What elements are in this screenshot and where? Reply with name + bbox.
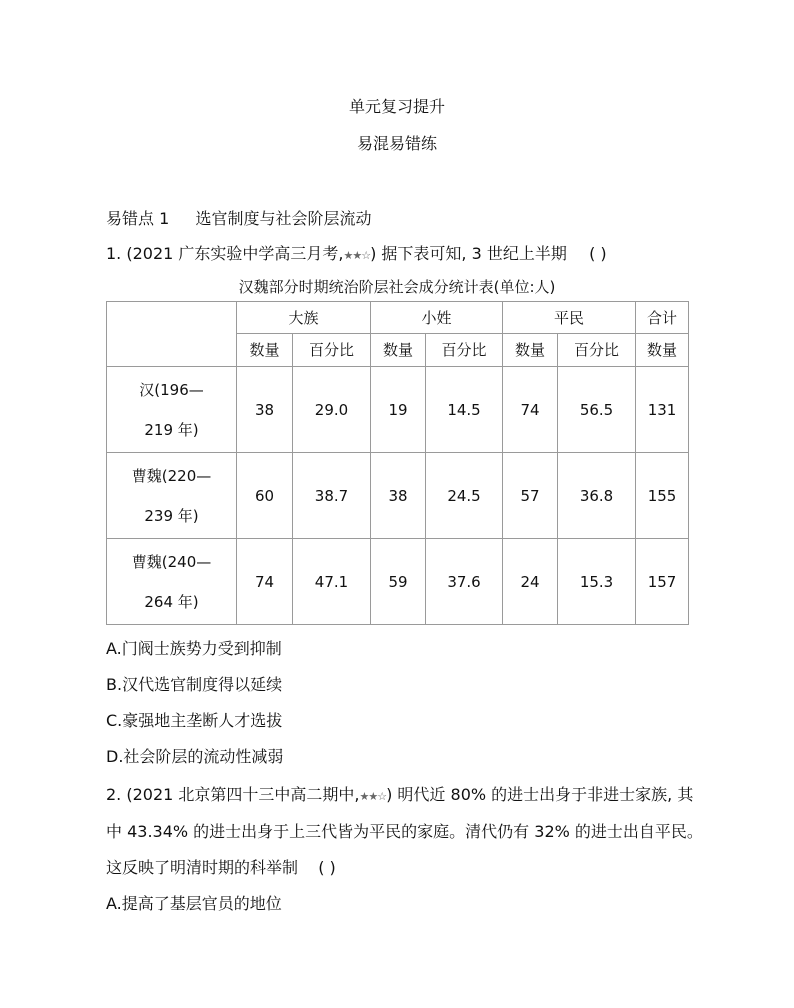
table-cell: 36.8 <box>558 453 636 539</box>
question-1-stem <box>106 241 607 264</box>
question-2-line-1 <box>106 782 693 805</box>
period-cell <box>107 367 237 453</box>
table-corner-cell <box>107 302 237 367</box>
answer-blank: ( ) <box>589 244 607 263</box>
table-cell: 57 <box>503 453 558 539</box>
sub-header: 百分比 <box>558 334 636 367</box>
period-cell <box>107 539 237 625</box>
header-heji: 合计 <box>636 302 689 334</box>
table-cell: 19 <box>371 367 426 453</box>
sub-header: 数量 <box>237 334 293 367</box>
period-cell <box>107 453 237 539</box>
q1-option-b[interactable]: B.汉代选官制度得以延续 <box>106 675 283 694</box>
table-cell: 47.1 <box>293 539 371 625</box>
table-cell: 155 <box>636 453 689 539</box>
table-cell: 24 <box>503 539 558 625</box>
table-row <box>107 539 689 625</box>
table-cell: 60 <box>237 453 293 539</box>
table-row <box>107 367 689 453</box>
question-2-line-3 <box>106 855 336 878</box>
period-start: 曹魏(240— <box>131 552 212 571</box>
page-subtitle: 易混易错练 <box>356 134 437 153</box>
table-cell: 38 <box>237 367 293 453</box>
period-start: 汉(196— <box>139 380 204 399</box>
sub-header: 数量 <box>636 334 689 367</box>
q1-option-a[interactable]: A.门阀士族势力受到抑制 <box>106 639 282 658</box>
table-cell: 14.5 <box>426 367 503 453</box>
section-label: 易错点 1 <box>106 209 170 228</box>
period-start: 曹魏(220— <box>131 466 212 485</box>
q1-source: 1. (2021 广东实验中学高三月考, <box>106 244 344 263</box>
page-title: 单元复习提升 <box>348 97 445 116</box>
table-cell: 157 <box>636 539 689 625</box>
q1-option-d[interactable]: D.社会阶层的流动性减弱 <box>106 747 284 766</box>
sub-header: 百分比 <box>293 334 371 367</box>
q1-text: ) 据下表可知, 3 世纪上半期 <box>370 244 567 263</box>
table-cell: 29.0 <box>293 367 371 453</box>
table-cell: 37.6 <box>426 539 503 625</box>
question-2-line-2: 中 43.34% 的进士出身于上三代皆为平民的家庭。清代仍有 32% 的进士出自平民。 <box>106 822 703 841</box>
period-end: 264 年) <box>144 592 199 611</box>
period-end: 219 年) <box>144 420 199 439</box>
table-group-header-row <box>107 302 689 334</box>
statistics-table <box>106 301 689 625</box>
q2-text: ) 明代近 80% 的进士出身于非进士家族, 其 <box>386 785 694 804</box>
table-cell: 59 <box>371 539 426 625</box>
section-title: 选官制度与社会阶层流动 <box>195 209 372 228</box>
period-end: 239 年) <box>144 506 199 525</box>
table-cell: 74 <box>503 367 558 453</box>
table-cell: 24.5 <box>426 453 503 539</box>
header-pingmin: 平民 <box>503 302 636 334</box>
difficulty-stars-icon: ★★☆ <box>343 249 371 262</box>
table-cell: 56.5 <box>558 367 636 453</box>
table-title: 汉魏部分时期统治阶层社会成分统计表(单位:人) <box>238 278 556 296</box>
table-row <box>107 453 689 539</box>
table-cell: 38.7 <box>293 453 371 539</box>
q2-text-end: 这反映了明清时期的科举制 <box>106 858 299 877</box>
table-cell: 38 <box>371 453 426 539</box>
difficulty-stars-icon: ★★☆ <box>359 790 387 803</box>
table-cell: 15.3 <box>558 539 636 625</box>
header-xiaoxing: 小姓 <box>371 302 503 334</box>
header-dazu: 大族 <box>237 302 371 334</box>
q2-source: 2. (2021 北京第四十三中高二期中, <box>106 785 360 804</box>
q2-option-a[interactable]: A.提高了基层官员的地位 <box>106 894 282 913</box>
sub-header: 数量 <box>371 334 426 367</box>
sub-header: 数量 <box>503 334 558 367</box>
sub-header: 百分比 <box>426 334 503 367</box>
answer-blank: ( ) <box>318 858 336 877</box>
q1-option-c[interactable]: C.豪强地主垄断人才选拔 <box>106 711 283 730</box>
table-cell: 74 <box>237 539 293 625</box>
table-cell: 131 <box>636 367 689 453</box>
section-heading <box>106 206 371 229</box>
